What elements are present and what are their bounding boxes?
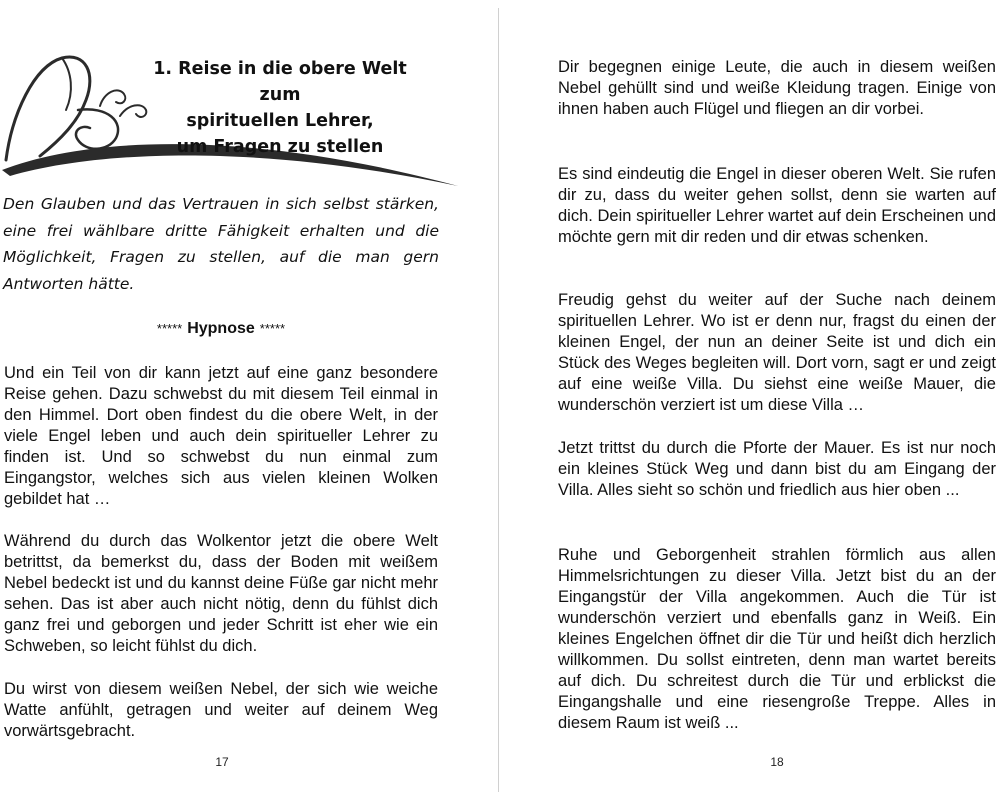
paragraph: Während du durch das Wolkentor jetzt die obere Welt betrittst, da bemerkst du, dass der Boden mit weißem Nebel bedeckt ist und du kannst deine Füße gar nicht mehr sehen. Das ist aber auch nicht nötig, denn du fühlst dich ganz frei und geborgen und jeder Schritt ist eher wie ein Schweben, so leicht fühlst du dich.: [4, 532, 438, 655]
page-number-right: 18: [770, 755, 784, 769]
paragraph: Und ein Teil von dir kann jetzt auf eine ganz besondere Reise gehen. Dazu schwebst du mit diesem Teil einmal in den Himmel. Dort oben findest du die obere Welt, in der viele Engel leben und auch dein spiritueller Lehrer zu finden ist. Und so schwebst du nun einmal zum Eingangstor, welches sich aus vielen kleinen Wolken gebildet hat …: [4, 364, 438, 508]
page-gutter: [498, 8, 499, 792]
section-heading-hypnose: [3, 318, 439, 340]
heading-stars-right: *****: [259, 321, 286, 336]
heading-stars-left: *****: [156, 321, 183, 336]
page-number-left: 17: [215, 755, 229, 769]
paragraph: Es sind eindeutig die Engel in dieser oberen Welt. Sie rufen dir zu, dass du weiter gehen sollst, denn sie warten auf dich. Dein spiritueller Lehrer wartet auf dein Erscheinen und möchte gern mit dir reden und dir etwas schenken.: [558, 165, 996, 246]
left-page: [0, 0, 498, 800]
paragraph: Dir begegnen einige Leute, die auch in diesem weißen Nebel gehüllt sind und weiße Kleidung tragen. Einige von ihnen haben auch Flügel und fliegen an dir vorbei.: [558, 58, 996, 118]
paragraph: Jetzt trittst du durch die Pforte der Mauer. Es ist nur noch ein kleines Stück Weg und dann bist du am Eingang der Villa. Alles sieht so schön und friedlich aus hier oben ...: [558, 439, 996, 499]
chapter-title-line: 1. Reise in die obere Welt zum: [153, 59, 407, 105]
paragraph: Freudig gehst du weiter auf der Suche nach deinem spirituellen Lehrer. Wo ist er denn nur, fragst du einen der kleinen Engel, der nun an deiner Seite ist und dich ein Stück des Weges begleiten will. Dort vorn, sagt er und zeigt auf eine weiße Villa. Du siehst eine weiße Mauer, die wunderschön verziert ist um diese Villa …: [558, 291, 996, 414]
chapter-title: [130, 56, 430, 160]
right-page: [501, 0, 1000, 800]
chapter-title-line: spirituellen Lehrer,: [186, 111, 374, 131]
chapter-title-line: um Fragen zu stellen: [176, 137, 384, 157]
chapter-intro: Den Glauben und das Vertrauen in sich selbst stärken, eine frei wählbare dritte Fähigkeit erhalten und die Möglichkeit, Fragen zu stellen, auf die man gern Antworten hätte.: [3, 195, 439, 293]
paragraph: Ruhe und Geborgenheit strahlen förmlich aus allen Himmelsrichtungen zu dieser Villa. Jetzt bist du an der Eingangstür der Villa angekommen. Auch die Tür ist wunderschön verziert und ebenfalls ganz in Weiß. Ein kleines Engelchen öffnet dir die Tür und heißt dich herzlich willkommen. Du sollst eintreten, denn man wartet bereits auf dich. Du schreitest durch die Tür und erblickst die Eingangshalle und eine riesengroße Treppe. Alles in diesem Raum ist weiß ...: [558, 546, 996, 732]
heading-word: Hypnose: [187, 320, 255, 337]
paragraph: Du wirst von diesem weißen Nebel, der sich wie weiche Watte anfühlt, getragen und weiter auf deinem Weg vorwärtsgebracht.: [4, 680, 438, 740]
